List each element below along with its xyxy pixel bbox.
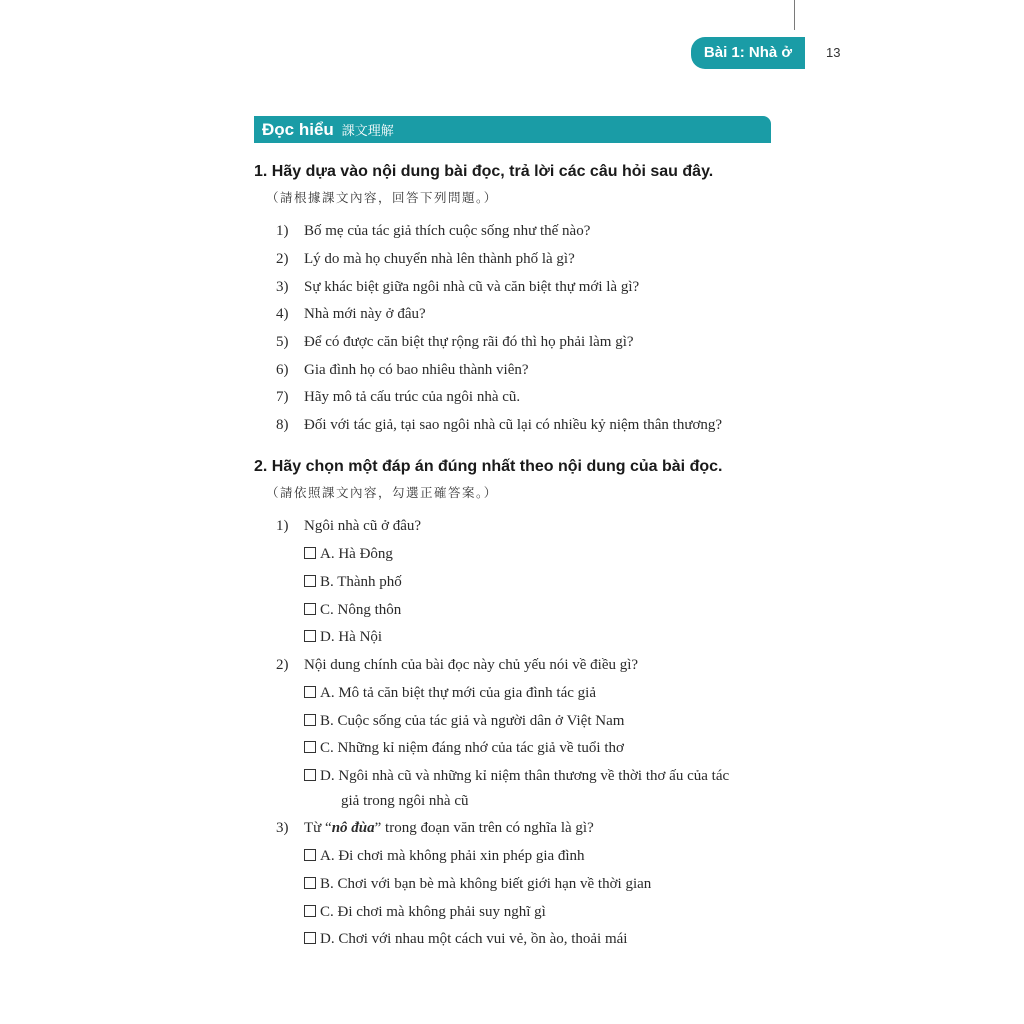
question-text-before: Từ “ bbox=[304, 820, 332, 836]
question-number: 2) bbox=[276, 657, 289, 673]
option-label: C. Đi chơi mà không phải suy nghĩ gì bbox=[320, 904, 546, 920]
checkbox[interactable] bbox=[304, 603, 316, 615]
section-title: Đọc hiểu bbox=[262, 119, 334, 139]
checkbox[interactable] bbox=[304, 849, 316, 861]
exercise-2-heading: 2. Hãy chọn một đáp án đúng nhất theo nội dung của bài đọc. bbox=[254, 458, 723, 475]
checkbox[interactable] bbox=[304, 575, 316, 587]
option-label: A. Hà Đông bbox=[320, 546, 393, 562]
option-label: D. Ngôi nhà cũ và những kỉ niệm thân thương về thời thơ ấu của tác bbox=[320, 768, 730, 784]
question-text: Ngôi nhà cũ ở đâu? bbox=[304, 518, 422, 534]
option-label: B. Chơi với bạn bè mà không biết giới hạn về thời gian bbox=[320, 876, 652, 892]
option-label: D. Hà Nội bbox=[320, 629, 383, 645]
question-text: Lý do mà họ chuyển nhà lên thành phố là gì? bbox=[304, 251, 575, 267]
question-number: 3) bbox=[276, 820, 289, 836]
question-number: 8) bbox=[276, 417, 289, 433]
lesson-tab: Bài 1: Nhà ở bbox=[691, 37, 805, 69]
checkbox[interactable] bbox=[304, 741, 316, 753]
question-text: Hãy mô tả cấu trúc của ngôi nhà cũ. bbox=[304, 389, 521, 405]
checkbox[interactable] bbox=[304, 630, 316, 642]
checkbox[interactable] bbox=[304, 547, 316, 559]
exercise-1-instruction: （請根據課文內容，回答下列問題。） bbox=[266, 190, 498, 205]
checkbox[interactable] bbox=[304, 714, 316, 726]
question-number: 1) bbox=[276, 223, 289, 239]
question-text: Gia đình họ có bao nhiêu thành viên? bbox=[304, 362, 529, 378]
option-label: B. Thành phố bbox=[320, 574, 402, 590]
option-label: A. Mô tả căn biệt thự mới của gia đình tác giả bbox=[320, 685, 596, 701]
option-label: C. Nông thôn bbox=[320, 602, 402, 618]
question-text: Nhà mới này ở đâu? bbox=[304, 306, 426, 322]
section-header bbox=[254, 116, 771, 143]
question-text: Đối với tác giả, tại sao ngôi nhà cũ lại có nhiều kỷ niệm thân thương? bbox=[304, 417, 723, 433]
option-label-continued: giả trong ngôi nhà cũ bbox=[341, 793, 469, 809]
question-text bbox=[304, 820, 594, 837]
checkbox[interactable] bbox=[304, 769, 316, 781]
checkbox[interactable] bbox=[304, 877, 316, 889]
option-label: B. Cuộc sống của tác giả và người dân ở Việt Nam bbox=[320, 713, 625, 729]
question-number: 5) bbox=[276, 334, 289, 350]
emphasized-term: nô đùa bbox=[331, 820, 375, 836]
option-label: C. Những kỉ niệm đáng nhớ của tác giả về tuổi thơ bbox=[320, 740, 624, 756]
question-number: 3) bbox=[276, 279, 289, 295]
question-number: 4) bbox=[276, 306, 289, 322]
question-number: 7) bbox=[276, 389, 289, 405]
page-edge-rule bbox=[794, 0, 795, 30]
checkbox[interactable] bbox=[304, 686, 316, 698]
exercise-2-instruction: （請依照課文內容，勾選正確答案。） bbox=[266, 485, 498, 500]
question-number: 6) bbox=[276, 362, 289, 378]
section-subtitle: 課文理解 bbox=[341, 124, 394, 139]
question-text: Để có được căn biệt thự rộng rãi đó thì họ phải làm gì? bbox=[304, 334, 634, 350]
question-text: Sự khác biệt giữa ngôi nhà cũ và căn biệt thự mới là gì? bbox=[304, 279, 640, 295]
option-label: D. Chơi với nhau một cách vui vẻ, ồn ào, thoải mái bbox=[320, 931, 628, 947]
question-text: Bố mẹ của tác giả thích cuộc sống như thế nào? bbox=[304, 223, 591, 239]
question-text-after: ” trong đoạn văn trên có nghĩa là gì? bbox=[374, 820, 594, 836]
checkbox[interactable] bbox=[304, 905, 316, 917]
question-number: 1) bbox=[276, 518, 289, 534]
checkbox[interactable] bbox=[304, 932, 316, 944]
option-label: A. Đi chơi mà không phải xin phép gia đình bbox=[320, 848, 585, 864]
question-text: Nội dung chính của bài đọc này chủ yếu nói về điều gì? bbox=[304, 657, 639, 673]
exercise-1-heading: 1. Hãy dựa vào nội dung bài đọc, trả lời các câu hỏi sau đây. bbox=[254, 163, 714, 180]
page-number: 13 bbox=[826, 45, 841, 60]
question-number: 2) bbox=[276, 251, 289, 267]
